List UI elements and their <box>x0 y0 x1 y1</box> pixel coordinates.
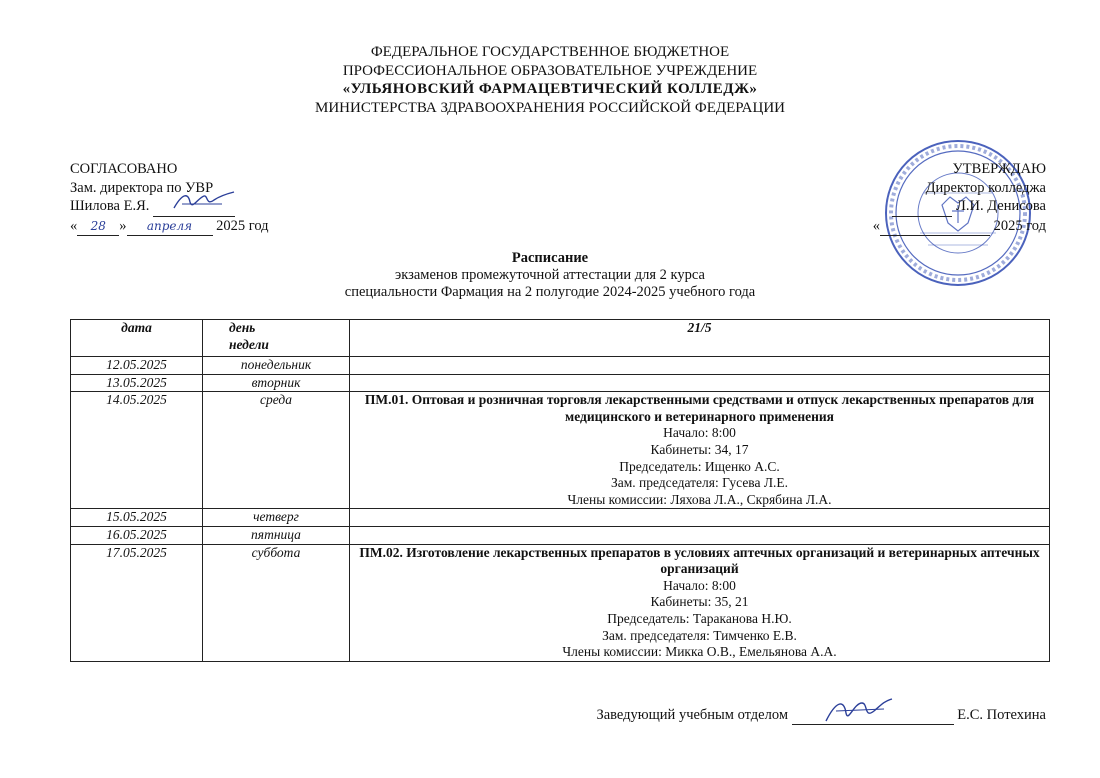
row-exam <box>350 544 1050 661</box>
header-line-1: ФЕДЕРАЛЬНОЕ ГОСУДАРСТВЕННОЕ БЮДЖЕТНОЕ <box>370 44 730 60</box>
table-header-row <box>71 320 1050 357</box>
exam-chair: Председатель: Ищенко А.С. <box>619 458 780 474</box>
approve-title: УТВЕРЖДАЮ <box>952 161 1046 177</box>
row-exam <box>350 509 1050 527</box>
exam-start: Начало: 8:00 <box>663 577 736 593</box>
row-day: понедельник <box>203 357 350 375</box>
exam-deputy: Зам. председателя: Гусева Л.Е. <box>610 475 789 491</box>
row-exam <box>350 526 1050 544</box>
signature-shilova <box>170 188 240 214</box>
exam-start: Начало: 8:00 <box>663 425 736 441</box>
approve-name: Л.И. Денисова <box>956 198 1046 214</box>
document-header <box>0 43 1100 117</box>
exam-rooms: Кабинеты: 34, 17 <box>650 441 749 457</box>
table-row <box>71 374 1050 392</box>
schedule-title <box>0 250 1100 301</box>
row-date: 13.05.2025 <box>71 374 203 392</box>
signature-potekhina <box>822 697 896 727</box>
date-quote-close: » <box>119 217 127 234</box>
row-exam <box>350 374 1050 392</box>
row-day: суббота <box>203 544 350 661</box>
agreed-date-line <box>70 217 269 237</box>
agreed-title: СОГЛАСОВАНО <box>70 161 178 177</box>
approve-date-blank <box>880 217 990 237</box>
table-row <box>71 357 1050 375</box>
row-date: 16.05.2025 <box>71 526 203 544</box>
exam-members: Члены комиссии: Ляхова Л.А., Скрябина Л.А. <box>567 491 832 507</box>
header-line-4: МИНИСТЕРСТВА ЗДРАВООХРАНЕНИЯ РОССИЙСКОЙ ФЕДЕРАЦИИ <box>314 99 786 116</box>
row-day: пятница <box>203 526 350 544</box>
row-exam <box>350 392 1050 509</box>
header-day-line2: недели <box>229 336 269 352</box>
exam-deputy: Зам. председателя: Тимченко Е.В. <box>602 627 797 643</box>
exam-rooms: Кабинеты: 35, 21 <box>650 594 749 610</box>
row-day: вторник <box>203 374 350 392</box>
row-date: 14.05.2025 <box>71 392 203 509</box>
header-date: дата <box>71 320 203 357</box>
schedule-heading: Расписание <box>511 250 589 266</box>
approve-block <box>873 160 1046 236</box>
table-row <box>71 544 1050 661</box>
agreed-date-year: 2025 год <box>216 217 269 234</box>
schedule-subtitle: экзаменов промежуточной аттестации для 2 курса <box>395 267 705 283</box>
agreed-name: Шилова Е.Я. <box>70 198 150 214</box>
row-date: 15.05.2025 <box>71 509 203 527</box>
approve-quote-open: « <box>872 217 880 234</box>
table-row <box>71 526 1050 544</box>
approve-name-line <box>873 197 1046 217</box>
approve-date-line <box>873 217 1046 237</box>
exam-subject: ПМ.02. Изготовление лекарственных препаратов в условиях аптечных организаций и ветеринарных аптечных организаций <box>359 544 1040 577</box>
agreed-date-month: апреля <box>127 217 213 237</box>
footer-label: Заведующий учебным отделом <box>596 707 789 723</box>
date-quote-open: « <box>70 217 78 234</box>
row-day: четверг <box>203 509 350 527</box>
table-row <box>71 392 1050 509</box>
approve-date-year: 2025 год <box>993 217 1046 234</box>
exam-chair: Председатель: Тараканова Н.Ю. <box>607 610 792 626</box>
header-line-2: ПРОФЕССИОНАЛЬНОЕ ОБРАЗОВАТЕЛЬНОЕ УЧРЕЖДЕНИЕ <box>342 62 758 79</box>
row-day: среда <box>203 392 350 509</box>
exam-subject: ПМ.01. Оптовая и розничная торговля лекарственными средствами и отпуск лекарственных препаратов для медицинского и ветеринарного применения <box>364 392 1035 424</box>
college-name: «УЛЬЯНОВСКИЙ ФАРМАЦЕВТИЧЕСКИЙ КОЛЛЕДЖ» <box>342 81 758 97</box>
header-day-line1: день <box>229 320 256 335</box>
agreed-date-day: 28 <box>77 217 119 237</box>
table-row <box>71 509 1050 527</box>
exam-schedule-table <box>70 319 1050 662</box>
row-date: 12.05.2025 <box>71 357 203 375</box>
approve-position: Директор колледжа <box>925 179 1046 196</box>
header-day <box>203 320 350 357</box>
approve-signature-line <box>892 197 952 217</box>
exam-members: Члены комиссии: Микка О.В., Емельянова А.А. <box>562 644 837 660</box>
row-date: 17.05.2025 <box>71 544 203 661</box>
agreed-position: Зам. директора по УВР <box>70 179 214 196</box>
header-group: 21/5 <box>350 320 1050 357</box>
footer-name: Е.С. Потехина <box>957 707 1046 723</box>
schedule-specialty: специальности Фармация на 2 полугодие 2024-2025 учебного года <box>344 284 756 300</box>
row-exam <box>350 357 1050 375</box>
